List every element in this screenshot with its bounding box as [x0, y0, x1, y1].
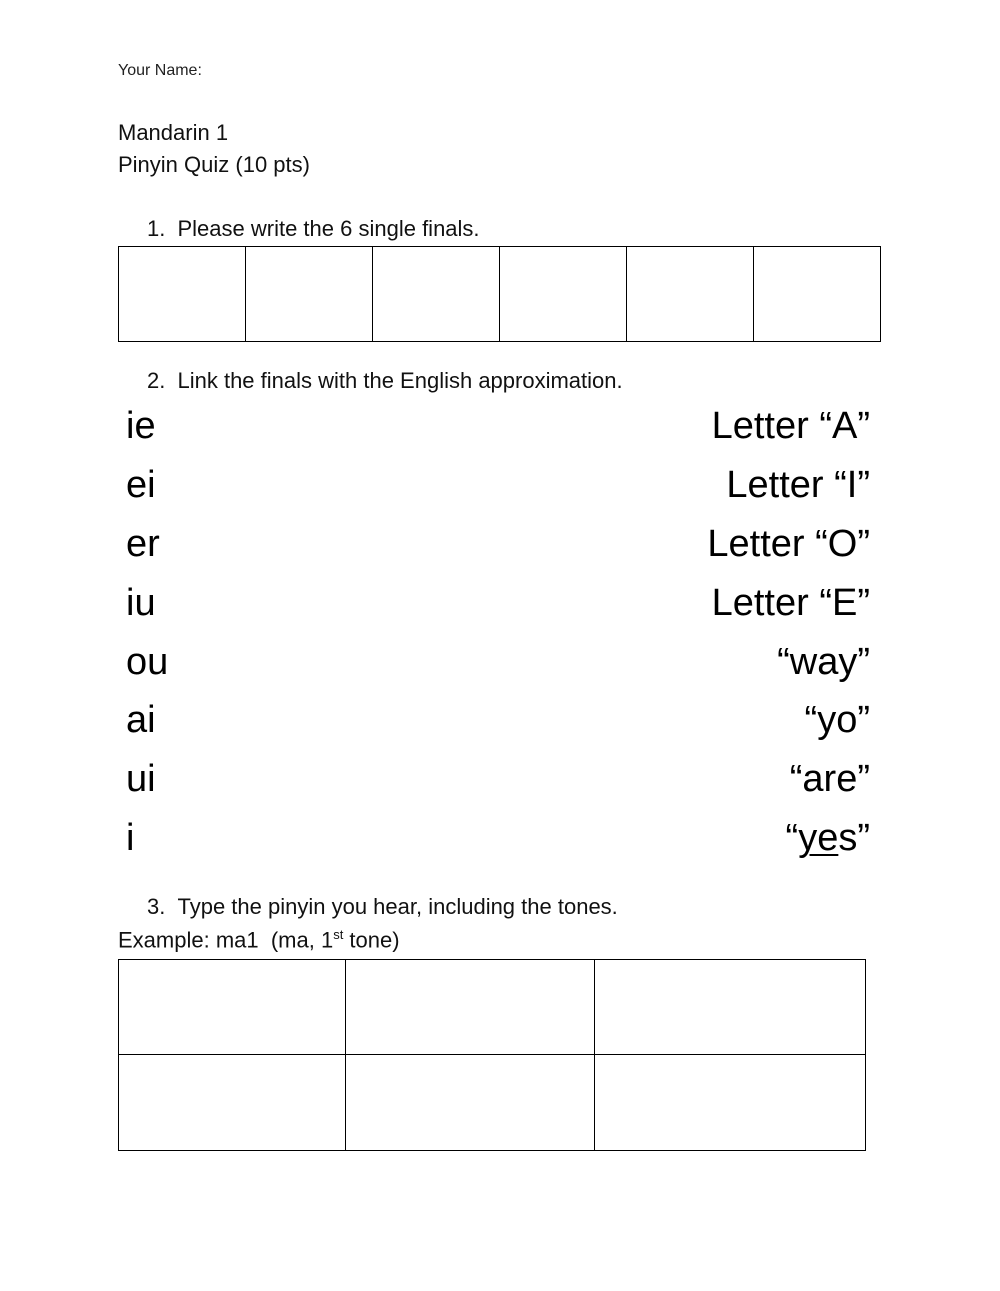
q3-answer-cell-5[interactable] [346, 1055, 595, 1150]
q1-answer-box-6[interactable] [754, 247, 880, 341]
q3-answer-cell-6[interactable] [595, 1055, 865, 1150]
q3-answer-cell-2[interactable] [346, 960, 595, 1055]
final-item[interactable]: i [126, 817, 135, 859]
approximation-item[interactable]: “yo” [804, 699, 870, 741]
q3-answer-cell-3[interactable] [595, 960, 865, 1055]
open-quote: “ [785, 817, 799, 859]
q3-answer-cell-4[interactable] [119, 1055, 346, 1150]
q2-text: Link the finals with the English approximation. [177, 368, 623, 393]
example-prefix: Example: ma1 (ma, 1 [118, 927, 334, 953]
approximation-item-yes[interactable] [786, 816, 870, 860]
q2-prompt [147, 368, 623, 394]
final-item[interactable]: ai [126, 699, 156, 741]
quiz-title: Pinyin Quiz (10 pts) [118, 152, 310, 177]
approximation-item[interactable]: “way” [777, 641, 870, 683]
q1-answer-box-4[interactable] [500, 247, 627, 341]
q1-answer-box-1[interactable] [119, 247, 246, 341]
final-item[interactable]: ui [126, 758, 156, 800]
q1-answer-box-5[interactable] [627, 247, 754, 341]
q1-number: 1. [147, 216, 166, 241]
q1-answer-box-2[interactable] [246, 247, 373, 341]
q2-number: 2. [147, 368, 166, 393]
approximation-item[interactable]: Letter “I” [726, 464, 870, 506]
q1-text: Please write the 6 single finals. [177, 216, 480, 241]
q3-answer-grid [118, 959, 866, 1151]
underlined-ye: ye [798, 817, 839, 859]
q3-answer-cell-1[interactable] [119, 960, 346, 1055]
rest-s: s [838, 817, 858, 859]
final-item[interactable]: ou [126, 641, 169, 683]
final-item[interactable]: er [126, 523, 160, 565]
example-suffix: tone) [343, 927, 400, 953]
name-label: Your Name: [118, 62, 202, 79]
q3-number: 3. [147, 894, 166, 919]
close-quote: ” [857, 817, 870, 859]
final-item[interactable]: ie [126, 405, 156, 447]
final-item[interactable]: iu [126, 582, 156, 624]
approximation-item[interactable]: Letter “O” [707, 523, 870, 565]
q3-prompt [147, 894, 618, 920]
approximation-item[interactable]: Letter “E” [711, 582, 870, 624]
example-sup: st [333, 927, 344, 942]
final-item[interactable]: ei [126, 464, 156, 506]
q3-text: Type the pinyin you hear, including the tones. [177, 894, 618, 919]
course-title: Mandarin 1 [118, 120, 229, 145]
q1-answer-box-3[interactable] [373, 247, 500, 341]
approximation-item[interactable]: “are” [789, 758, 870, 800]
q1-prompt [147, 216, 480, 242]
approximation-item[interactable]: Letter “A” [711, 405, 870, 447]
q1-answer-boxes [118, 246, 881, 342]
q3-example [118, 927, 400, 953]
